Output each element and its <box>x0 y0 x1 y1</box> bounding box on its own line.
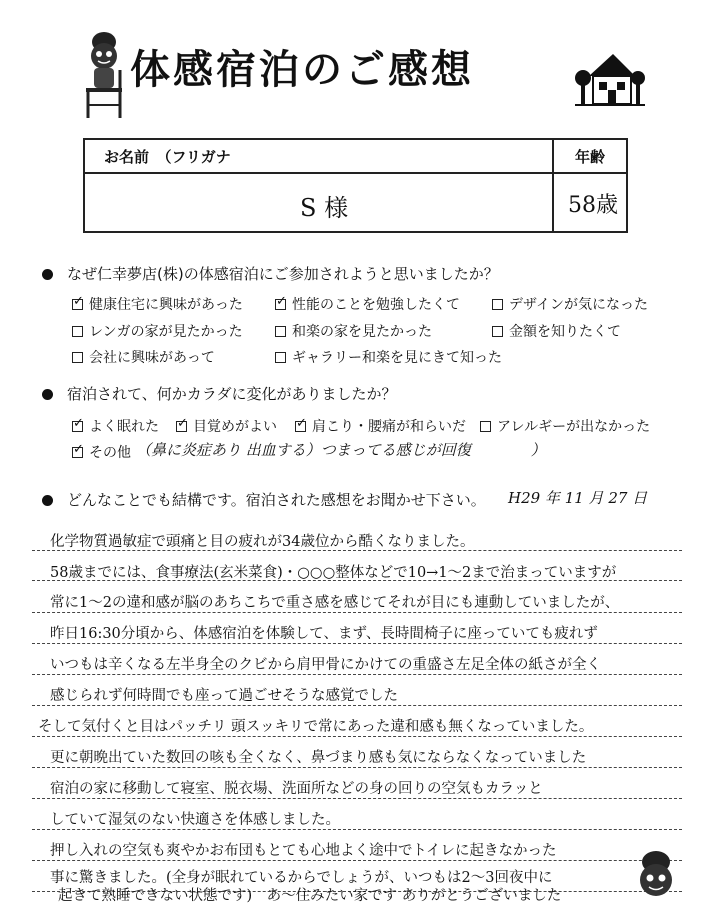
essay-line: 58歳までには、食事療法(玄米菜食)・○○○整体などで10→1～2まで治まっていますが <box>50 565 617 581</box>
bullet-icon <box>42 389 53 400</box>
q2-option-1[interactable] <box>176 416 277 436</box>
essay-line: 宿泊の家に移動して寝室、脱衣場、洗面所などの身の回りの空気もカラッと <box>50 781 543 797</box>
question-2-text: 宿泊されて、何かカラダに変化がありましたか？ <box>67 385 397 403</box>
q1-option-2[interactable] <box>492 294 648 314</box>
age-label: 年齢 <box>575 148 606 166</box>
q1-option-1[interactable] <box>275 294 460 314</box>
essay-line: 常に1～2の違和感が脳のあちこちで重さ感を感じてそれが目にも連動していましたが、 <box>50 595 620 611</box>
ruled-line <box>32 767 682 769</box>
ruled-line <box>32 736 682 738</box>
mascot-icon <box>628 848 684 900</box>
mascot-on-chair-icon <box>78 30 130 120</box>
date-value: H29 年 11 月 27 日 <box>508 489 648 507</box>
question-2 <box>42 383 397 404</box>
option-label: アレルギーが出なかった <box>497 419 651 435</box>
bullet-icon <box>42 495 53 506</box>
q1-option-3[interactable] <box>72 321 243 341</box>
essay-line: 起きて熟睡できない状態です) あ～住みたい家です ありがとうございました <box>58 888 562 904</box>
essay-line: 更に朝晩出ていた数回の咳も全くなく、鼻づまり感も気にならなくなっていました <box>50 750 587 766</box>
q2-option-3[interactable] <box>480 416 650 436</box>
checkbox-icon[interactable] <box>275 352 286 363</box>
option-label: ギャラリー和楽を見にきて知った <box>292 350 502 366</box>
ruled-line <box>32 612 682 614</box>
option-label: 目覚めがよい <box>193 419 277 435</box>
q2-option-4[interactable] <box>72 442 131 462</box>
q1-option-4[interactable] <box>275 321 432 341</box>
q1-option-7[interactable] <box>275 347 502 367</box>
q2-option-0[interactable] <box>72 416 159 436</box>
ruled-line <box>32 643 682 645</box>
checkbox-icon[interactable] <box>72 447 83 458</box>
bullet-icon <box>42 269 53 280</box>
ruled-line <box>32 860 682 862</box>
option-label: デザインが気になった <box>509 297 649 313</box>
question-1-text: なぜ仁幸夢店(株)の体感宿泊にご参加されようと思いましたか？ <box>67 265 499 283</box>
option-label: 和楽の家を見たかった <box>292 324 432 340</box>
page-title: 体感宿泊のご感想 <box>130 47 474 93</box>
checkbox-icon[interactable] <box>275 326 286 337</box>
q2-other-text: （鼻に炎症あり 出血する）つまってる感じが回復 ） <box>136 441 546 459</box>
q1-option-5[interactable] <box>492 321 621 341</box>
name-label: お名前 （フリガナ <box>104 148 231 166</box>
option-label: 会社に興味があって <box>89 350 215 366</box>
checkbox-icon[interactable] <box>72 299 83 310</box>
option-label: 性能のことを勉強したくて <box>292 297 460 313</box>
table-divider <box>552 140 554 231</box>
question-3 <box>42 489 486 510</box>
essay-line: そして気付くと目はパッチリ 頭スッキリで常にあった違和感も無くなっていました。 <box>38 719 594 735</box>
essay-line: 感じられず何時間でも座って過ごせそうな感覚でした <box>50 688 398 704</box>
option-label: その他 <box>89 445 131 461</box>
option-label: 健康住宅に興味があった <box>89 297 243 313</box>
option-label: よく眠れた <box>89 419 159 435</box>
option-label: レンガの家が見たかった <box>89 324 243 340</box>
name-value: S 様 <box>300 194 349 222</box>
checkbox-icon[interactable] <box>492 326 503 337</box>
question-1 <box>42 263 499 284</box>
essay-line: していて湿気のない快適さを体感しました。 <box>50 812 340 828</box>
ruled-line <box>32 674 682 676</box>
ruled-line <box>32 829 682 831</box>
checkbox-icon[interactable] <box>176 421 187 432</box>
essay-line: 昨日16:30分頃から、体感宿泊を体験して、まず、長時間椅子に座っていても疲れず <box>50 626 598 642</box>
age-value: 58歳 <box>568 193 618 218</box>
essay-line: いつもは辛くなる左半身全のクビから肩甲骨にかけての重盛さ左足全体の紙さが全く <box>50 657 601 673</box>
ruled-line <box>32 705 682 707</box>
checkbox-icon[interactable] <box>72 421 83 432</box>
checkbox-icon[interactable] <box>275 299 286 310</box>
option-label: 金額を知りたくて <box>509 324 621 340</box>
q1-option-0[interactable] <box>72 294 243 314</box>
checkbox-icon[interactable] <box>492 299 503 310</box>
q1-option-6[interactable] <box>72 347 215 367</box>
checkbox-icon[interactable] <box>295 421 306 432</box>
q2-option-2[interactable] <box>295 416 466 436</box>
checkbox-icon[interactable] <box>72 326 83 337</box>
essay-line: 事に驚きました。(全身が眠れているからでしょうが、いつもは2～3回夜中に <box>50 870 553 886</box>
checkbox-icon[interactable] <box>480 421 491 432</box>
house-icon <box>575 48 645 108</box>
essay-line: 押し入れの空気も爽やかお布団もとても心地よく途中でトイレに起きなかった <box>50 843 557 859</box>
ruled-line <box>32 798 682 800</box>
checkbox-icon[interactable] <box>72 352 83 363</box>
option-label: 肩こり・腰痛が和らいだ <box>312 419 466 435</box>
essay-line: 化学物質過敏症で頭痛と目の疲れが34歳位から酷くなりました。 <box>50 534 475 550</box>
question-3-text: どんなことでも結構です。宿泊された感想をお聞かせ下さい。 <box>67 491 486 509</box>
